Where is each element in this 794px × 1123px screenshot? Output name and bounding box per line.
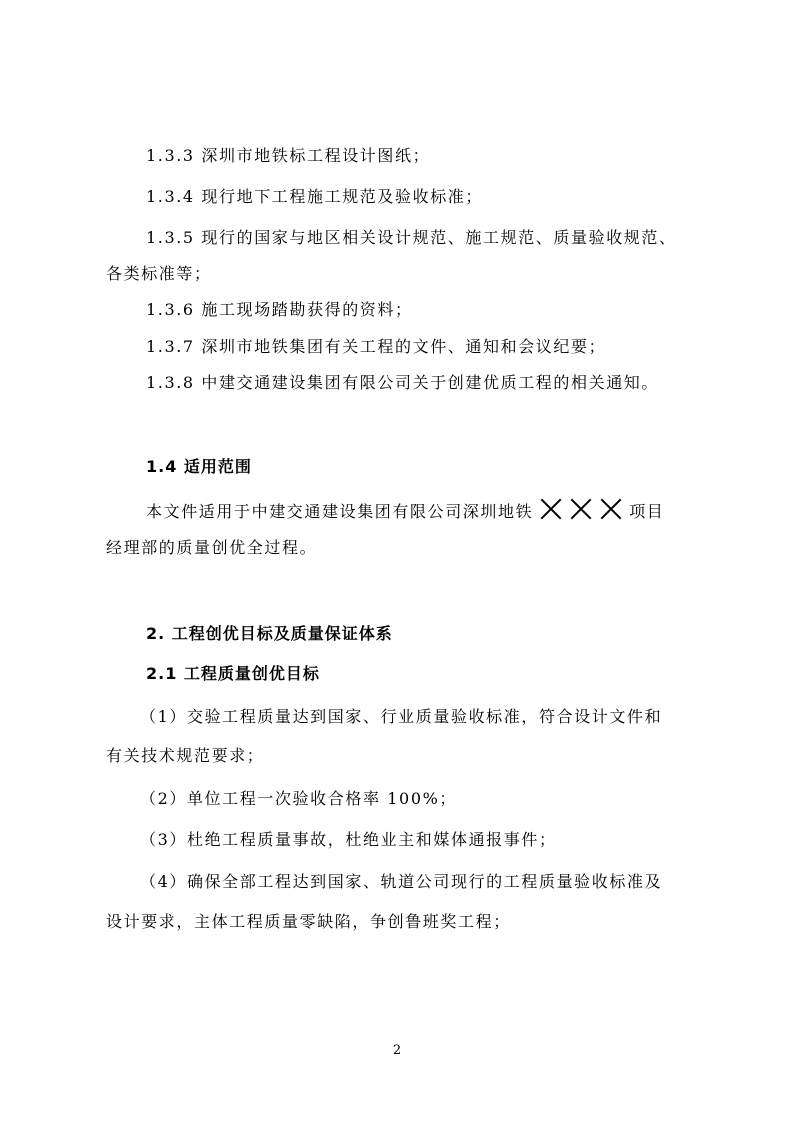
basis-item-1-3-5-continued: 各类标准等； — [106, 264, 212, 283]
goal-1-line-1: （1）交验工程质量达到国家、行业质量验收标准，符合设计文件和 — [140, 707, 663, 726]
goal-2: （2）单位工程一次验收合格率 100%； — [140, 789, 458, 808]
goal-1-line-2: 有关技术规范要求； — [106, 746, 265, 765]
basis-item-1-3-3: 1.3.3 深圳市地铁标工程设计图纸； — [146, 146, 431, 165]
goal-4-line-2: 设计要求，主体工程质量零缺陷，争创鲁班奖工程； — [106, 912, 511, 931]
placeholder-xxx-marks — [539, 498, 623, 520]
section-heading-2: 2. 工程创优目标及质量保证体系 — [146, 624, 393, 643]
scope-paragraph-line-2: 经理部的质量创优全过程。 — [106, 538, 318, 557]
goal-4-line-1: （4）确保全部工程达到国家、轨道公司现行的工程质量验收标准及 — [140, 872, 663, 891]
basis-item-1-3-6: 1.3.6 施工现场踏勘获得的资料； — [146, 300, 413, 319]
page-number: 2 — [392, 1043, 402, 1058]
scope-text-before: 本文件适用于中建交通建设集团有限公司深圳地铁 — [146, 502, 534, 521]
basis-item-1-3-4: 1.3.4 现行地下工程施工规范及验收标准； — [146, 187, 483, 206]
basis-item-1-3-5: 1.3.5 现行的国家与地区相关设计规范、施工规范、质量验收规范、 — [146, 228, 677, 247]
section-heading-2-1: 2.1 工程质量创优目标 — [146, 664, 320, 683]
basis-item-1-3-7: 1.3.7 深圳市地铁集团有关工程的文件、通知和会议纪要； — [146, 337, 607, 356]
scope-paragraph-line-1 — [146, 498, 664, 522]
basis-item-1-3-8: 1.3.8 中建交通建设集团有限公司关于创建优质工程的相关通知。 — [146, 373, 659, 392]
scope-text-after: 项目 — [629, 502, 665, 521]
goal-3: （3）杜绝工程质量事故，杜绝业主和媒体通报事件； — [140, 830, 557, 849]
section-heading-1-4: 1.4 适用范围 — [146, 457, 252, 476]
